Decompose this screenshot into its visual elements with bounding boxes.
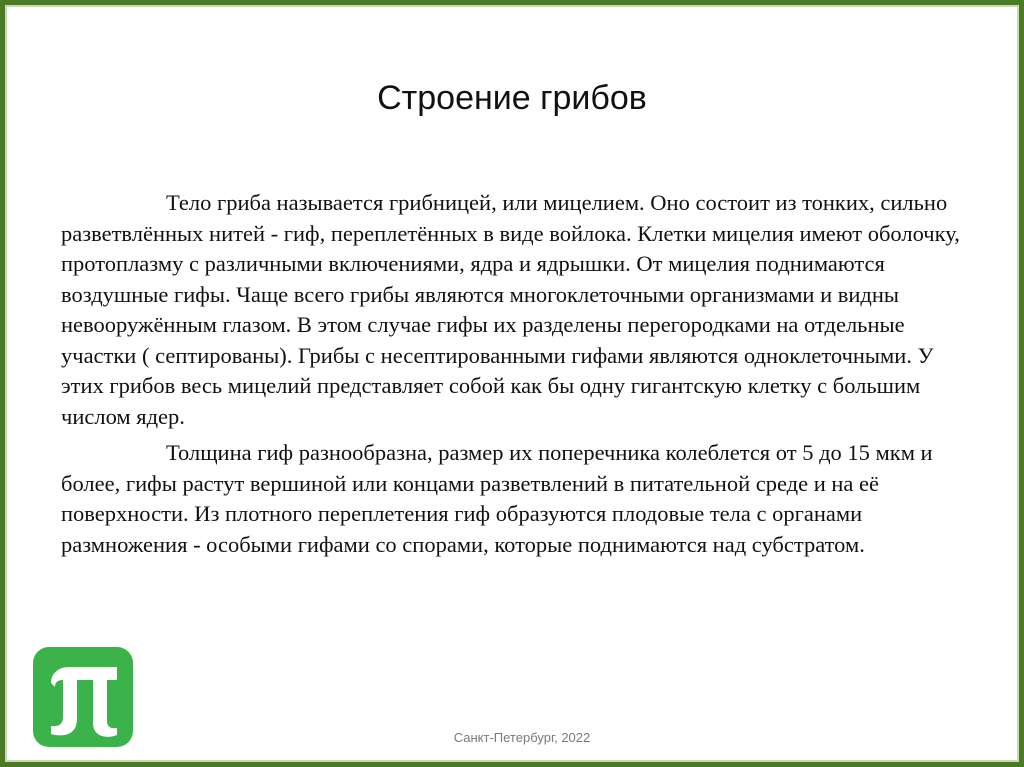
slide-body [61,188,961,566]
slide-footer: Санкт-Петербург, 2022 [453,730,591,745]
slide [5,5,1019,762]
slide-title: Строение грибов [377,79,647,117]
body-paragraph-1: Тело гриба называется грибницей, или мицелием. Оно состоит из тонких, сильно разветвлённых нитей - гиф, переплетённых в виде войлока. Клетки мицелия имеют оболочку, протоплазму с различными включениями, ядра и ядрышки. От мицелия поднимаются воздушные гифы. Чаще всего грибы являются многоклеточными организмами и видны невооружённым глазом. В этом случае гифы их разделены перегородками на отдельные участки ( септированы). Грибы с несептированными гифами являются одноклеточными. У этих грибов весь мицелий представляет собой как бы одну гигантскую клетку с большим числом ядер. [61,190,960,429]
body-paragraph-2: Толщина гиф разнообразна, размер их поперечника колеблется от 5 до 15 мкм и более, гифы растут вершиной или концами разветвлений в питательной среде и на её поверхности. Из плотного переплетения гиф образуются плодовые тела с органами размножения - особыми гифами со спорами, которые поднимаются над субстратом. [61,440,933,557]
